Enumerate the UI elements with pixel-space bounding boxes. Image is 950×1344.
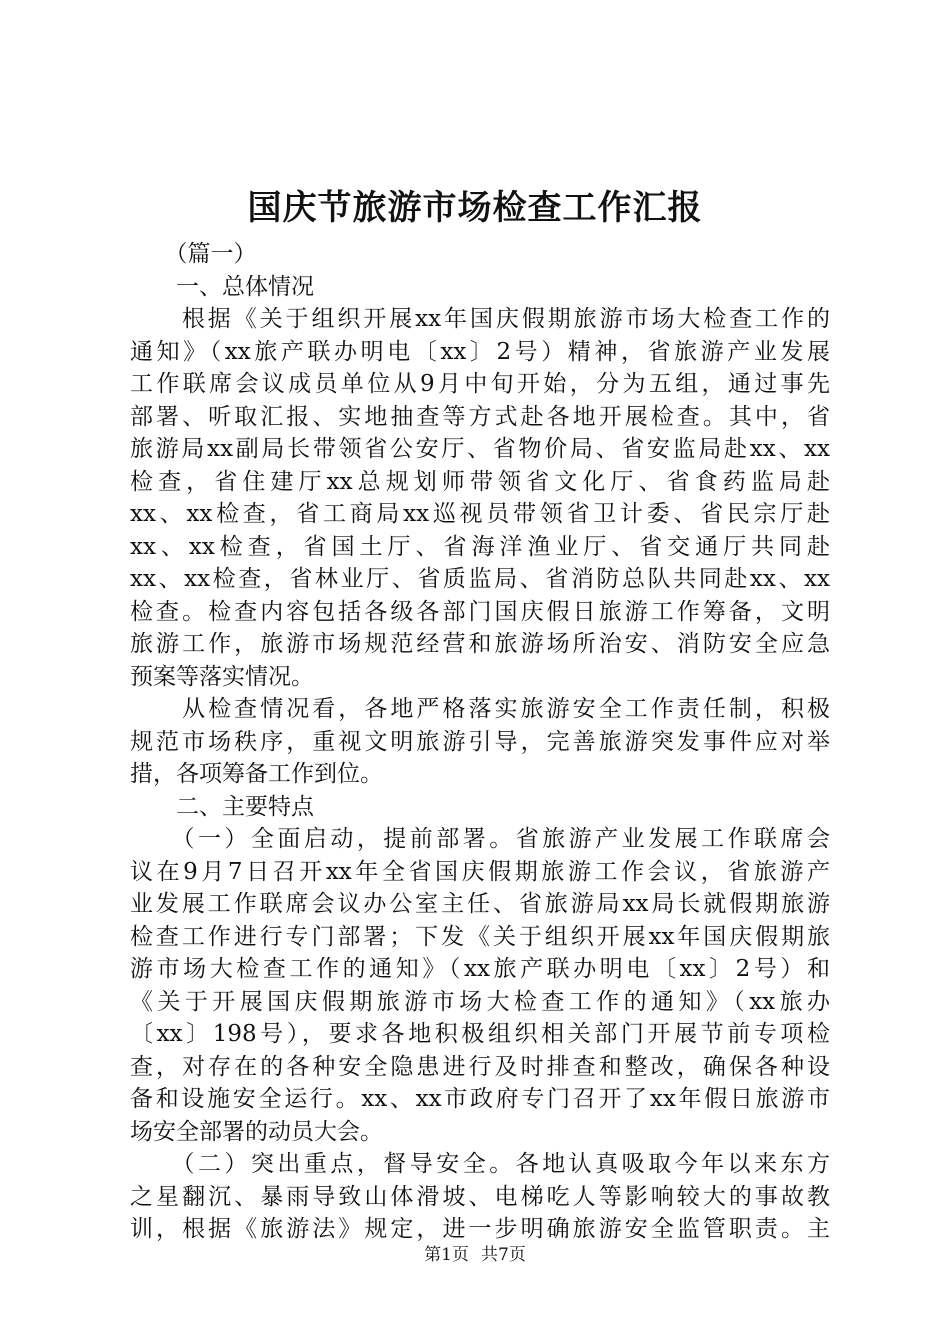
page-total: 共7页 (481, 1245, 526, 1265)
body-line: xx、xx检查，省林业厅、省质监局、省消防总队共同赴xx、xx (130, 566, 830, 592)
document-title: 国庆节旅游市场检查工作汇报 (247, 188, 703, 228)
body-line: 旅游局xx副局长带领省公安厅、省物价局、省安监局赴xx、xx (130, 436, 830, 462)
body-line: 预案等落实情况。 (130, 663, 314, 690)
body-line: 检查，省住建厅xx总规划师带领省文化厅、省食药监局赴 (130, 468, 830, 495)
page-number: 第1页 (424, 1245, 469, 1265)
body-line: 检查。检查内容包括各级各部门国庆假日旅游工作筹备，文明 (130, 598, 830, 625)
body-line: 之星翻沉、暴雨导致山体滑坡、电梯吃人等影响较大的事故教 (130, 1183, 830, 1210)
body-line: 议在9月7日召开xx年全省国庆假期旅游工作会议，省旅游产 (130, 858, 830, 885)
body-line: 《关于开展国庆假期旅游市场大检查工作的通知》（xx旅办 (130, 988, 830, 1015)
body-line: 游市场大检查工作的通知》（xx旅产联办明电〔xx〕2号）和 (130, 956, 830, 982)
body-line: 从检查情况看，各地严格落实旅游安全工作责任制，积极 (130, 696, 830, 722)
body-line: 检查工作进行专门部署；下发《关于组织开展xx年国庆假期旅 (130, 923, 830, 950)
body-line: 训，根据《旅游法》规定，进一步明确旅游安全监管职责。主 (130, 1216, 830, 1242)
body-line: 部署、听取汇报、实地抽查等方式赴各地开展检查。其中，省 (130, 403, 830, 430)
body-line: 查，对存在的各种安全隐患进行及时排查和整改，确保各种设 (130, 1053, 830, 1080)
body-line: 业发展工作联席会议办公室主任、省旅游局xx局长就假期旅游 (130, 891, 830, 917)
body-line: 一、总体情况 (130, 273, 314, 300)
body-line: （二）突出重点，督导安全。各地认真吸取今年以来东方 (130, 1151, 830, 1177)
body-line: 场安全部署的动员大会。 (130, 1118, 383, 1145)
body-line: 〔xx〕198号），要求各地积极组织相关部门开展节前专项检 (130, 1021, 830, 1047)
body-line: 规范市场秩序，重视文明旅游引导，完善旅游突发事件应对举 (130, 728, 830, 755)
body-line: （篇一） (130, 241, 257, 267)
body-line: 工作联席会议成员单位从9月中旬开始，分为五组，通过事先 (130, 371, 830, 397)
body-line: xx、xx检查，省工商局xx巡视员带领省卫计委、省民宗厅赴 (130, 501, 830, 527)
body-line: 备和设施安全运行。xx、xx市政府专门召开了xx年假日旅游市 (130, 1086, 830, 1112)
body-line: 通知》（xx旅产联办明电〔xx〕2号）精神，省旅游产业发展 (130, 338, 830, 365)
body-line: xx、xx检查，省国土厅、省海洋渔业厅、省交通厅共同赴 (130, 533, 830, 560)
body-line: 措，各项筹备工作到位。 (130, 761, 383, 787)
body-line: （一）全面启动，提前部署。省旅游产业发展工作联席会 (130, 826, 830, 852)
document-body (130, 238, 830, 1246)
page-footer (0, 1243, 950, 1267)
body-line: 旅游工作，旅游市场规范经营和旅游场所治安、消防安全应急 (130, 631, 830, 657)
body-line: 二、主要特点 (130, 793, 314, 820)
body-line: 根据《关于组织开展xx年国庆假期旅游市场大检查工作的 (130, 306, 830, 332)
